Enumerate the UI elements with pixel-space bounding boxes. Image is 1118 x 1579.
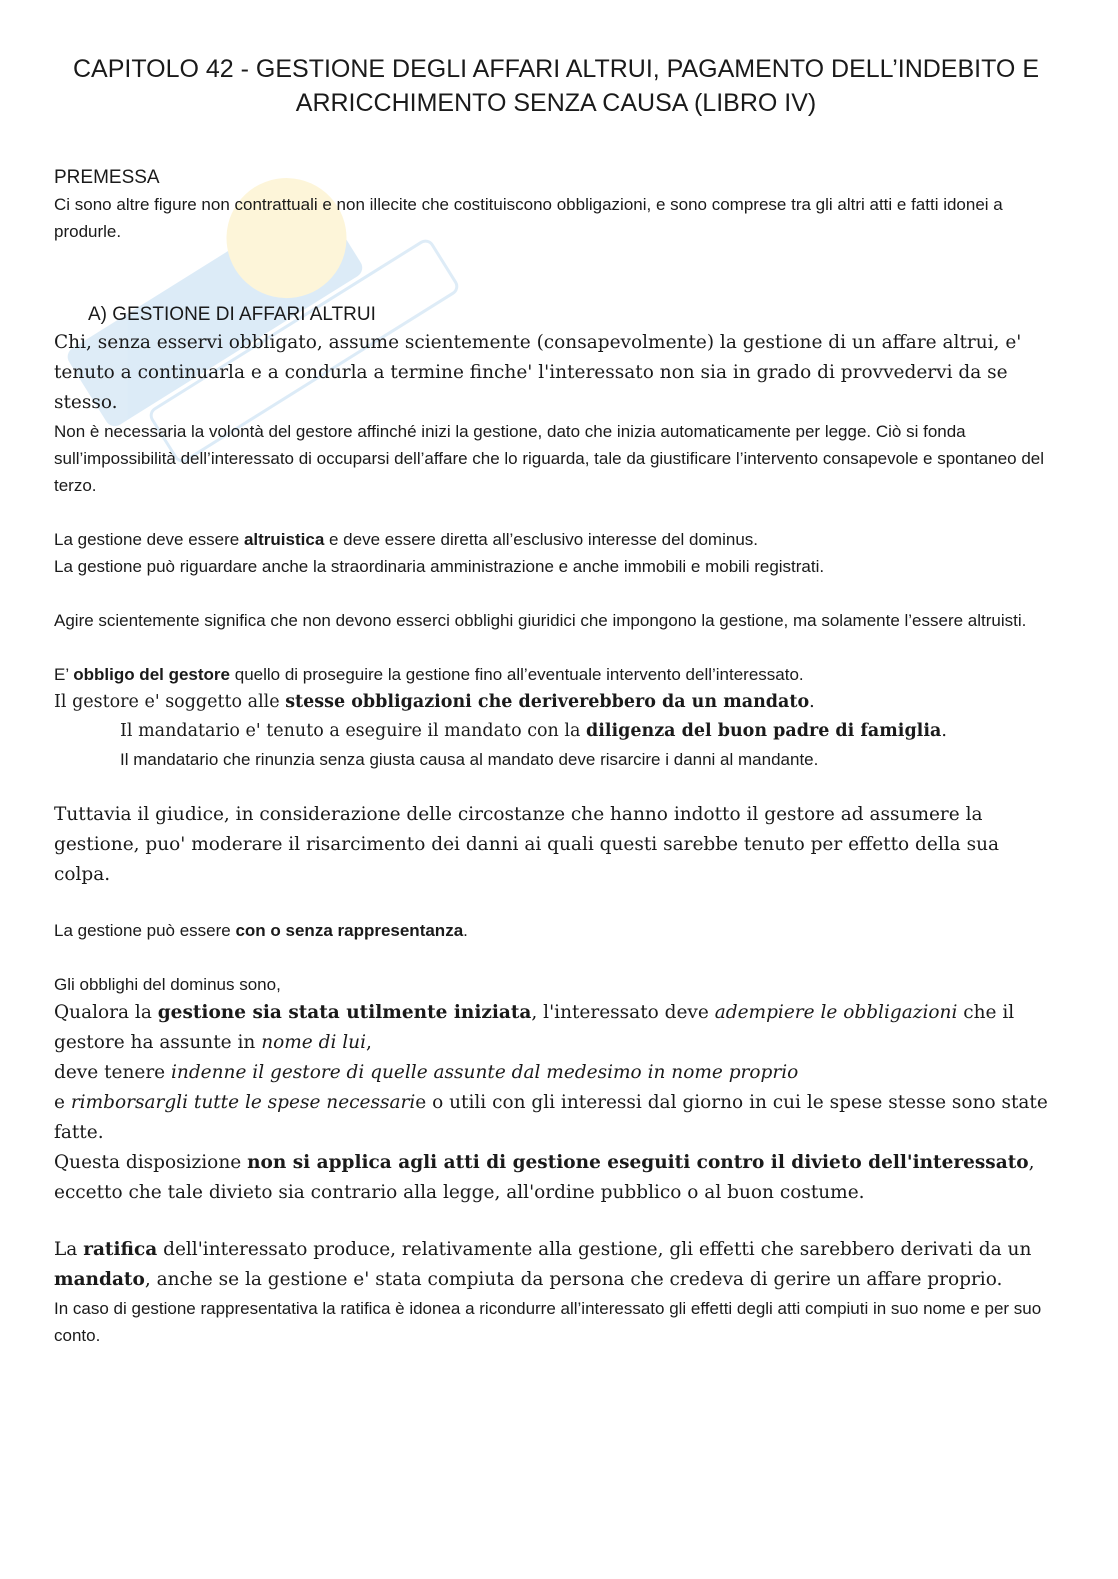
paragraph-rimborso: e rimborsargli tutte le spese necessarie o utili con gli interessi dal giorno in cui le spese stesse sono state fatte. (54, 1092, 1048, 1143)
page-title: CAPITOLO 42 - GESTIONE DEGLI AFFARI ALTRUI, PAGAMENTO DELL’INDEBITO E ARRICCHIMENTO SENZA CAUSA (LIBRO IV) (72, 55, 1039, 117)
spacer (54, 499, 1058, 526)
spacer (54, 1208, 1058, 1235)
paragraph-scientemente: Agire scientemente significa che non devono esserci obblighi giuridici che impongono la gestione, ma solamente l’essere altruisti. (54, 611, 1027, 630)
premessa-heading: PREMESSA (54, 167, 160, 188)
premessa-text: Ci sono altre figure non contrattuali e non illecite che costituiscono obbligazioni, e sono comprese tra gli altri atti e fatti idonei a produrle. (54, 195, 1003, 241)
paragraph-altruistica: La gestione deve essere altruistica e deve essere diretta all’esclusivo interesse del dominus. (54, 530, 759, 549)
spacer (54, 773, 1058, 800)
paragraph-rappresentanza: La gestione può essere con o senza rappresentanza. (54, 921, 468, 940)
paragraph-gestione-rappresentativa: In caso di gestione rappresentativa la ratifica è idonea a ricondurre all’interessato gli effetti degli atti compiuti in suo nome e per suo conto. (54, 1299, 1042, 1345)
paragraph-obbligo-gestore: E’ obbligo del gestore quello di proseguire la gestione fino all’eventuale intervento dell’interessato. (54, 665, 804, 684)
paragraph-utilmente-iniziata: Qualora la gestione sia stata utilmente iniziata, l'interessato deve adempiere le obbligazioni che il gestore ha assunte in nome di lui, (54, 1002, 1015, 1053)
paragraph-divieto: Questa disposizione non si applica agli atti di gestione eseguiti contro il divieto dell'interessato, eccetto che tale divieto sia contrario alla legge, all'ordine pubblico o al buon costume. (54, 1152, 1035, 1203)
paragraph-volonta: Non è necessaria la volontà del gestore affinché inizi la gestione, dato che inizia automaticamente per legge. Ciò si fonda sull’impossibilità dell’interessato di occuparsi dell’affare che lo riguarda, tale da giustificare l’intervento consapevole e spontaneo del terzo. (54, 422, 1045, 495)
paragraph-definition: Chi, senza esservi obbligato, assume scientemente (consapevolmente) la gestione di un affare altrui, e' tenuto a continuarla e a condurla a termine finche' l'interessato non sia in grado di provvedervi da se stesso. (54, 332, 1022, 413)
paragraph-obblighi-dominus: Gli obblighi del dominus sono, (54, 975, 281, 994)
spacer (54, 890, 1058, 917)
paragraph-ratifica: La ratifica dell'interessato produce, relativamente alla gestione, gli effetti che sarebbero derivati da un mandato, anche se la gestione e' stata compiuta da persona che credeva di gerire un affare proprio. (54, 1239, 1032, 1290)
paragraph-indenne: deve tenere indenne il gestore di quelle assunte dal medesimo in nome proprio (54, 1062, 799, 1083)
paragraph-diligenza: Il mandatario e' tenuto a eseguire il mandato con la diligenza del buon padre di famiglia. (120, 721, 947, 741)
spacer (54, 245, 1058, 301)
spacer (54, 634, 1058, 661)
spacer (54, 944, 1058, 971)
paragraph-rinunzia: Il mandatario che rinunzia senza giusta causa al mandato deve risarcire i danni al mandante. (120, 750, 819, 769)
paragraph-amministrazione: La gestione può riguardare anche la straordinaria amministrazione e anche immobili e mobili registrati. (54, 557, 825, 576)
paragraph-giudice: Tuttavia il giudice, in considerazione delle circostanze che hanno indotto il gestore ad assumere la gestione, puo' moderare il risarcimento dei danni ai quali questi sarebbe tenuto per effetto della sua colpa. (54, 804, 1000, 885)
section-a-heading: A) GESTIONE DI AFFARI ALTRUI (88, 304, 376, 325)
paragraph-mandato: Il gestore e' soggetto alle stesse obbligazioni che deriverebbero da un mandato. (54, 692, 815, 712)
spacer (54, 580, 1058, 607)
